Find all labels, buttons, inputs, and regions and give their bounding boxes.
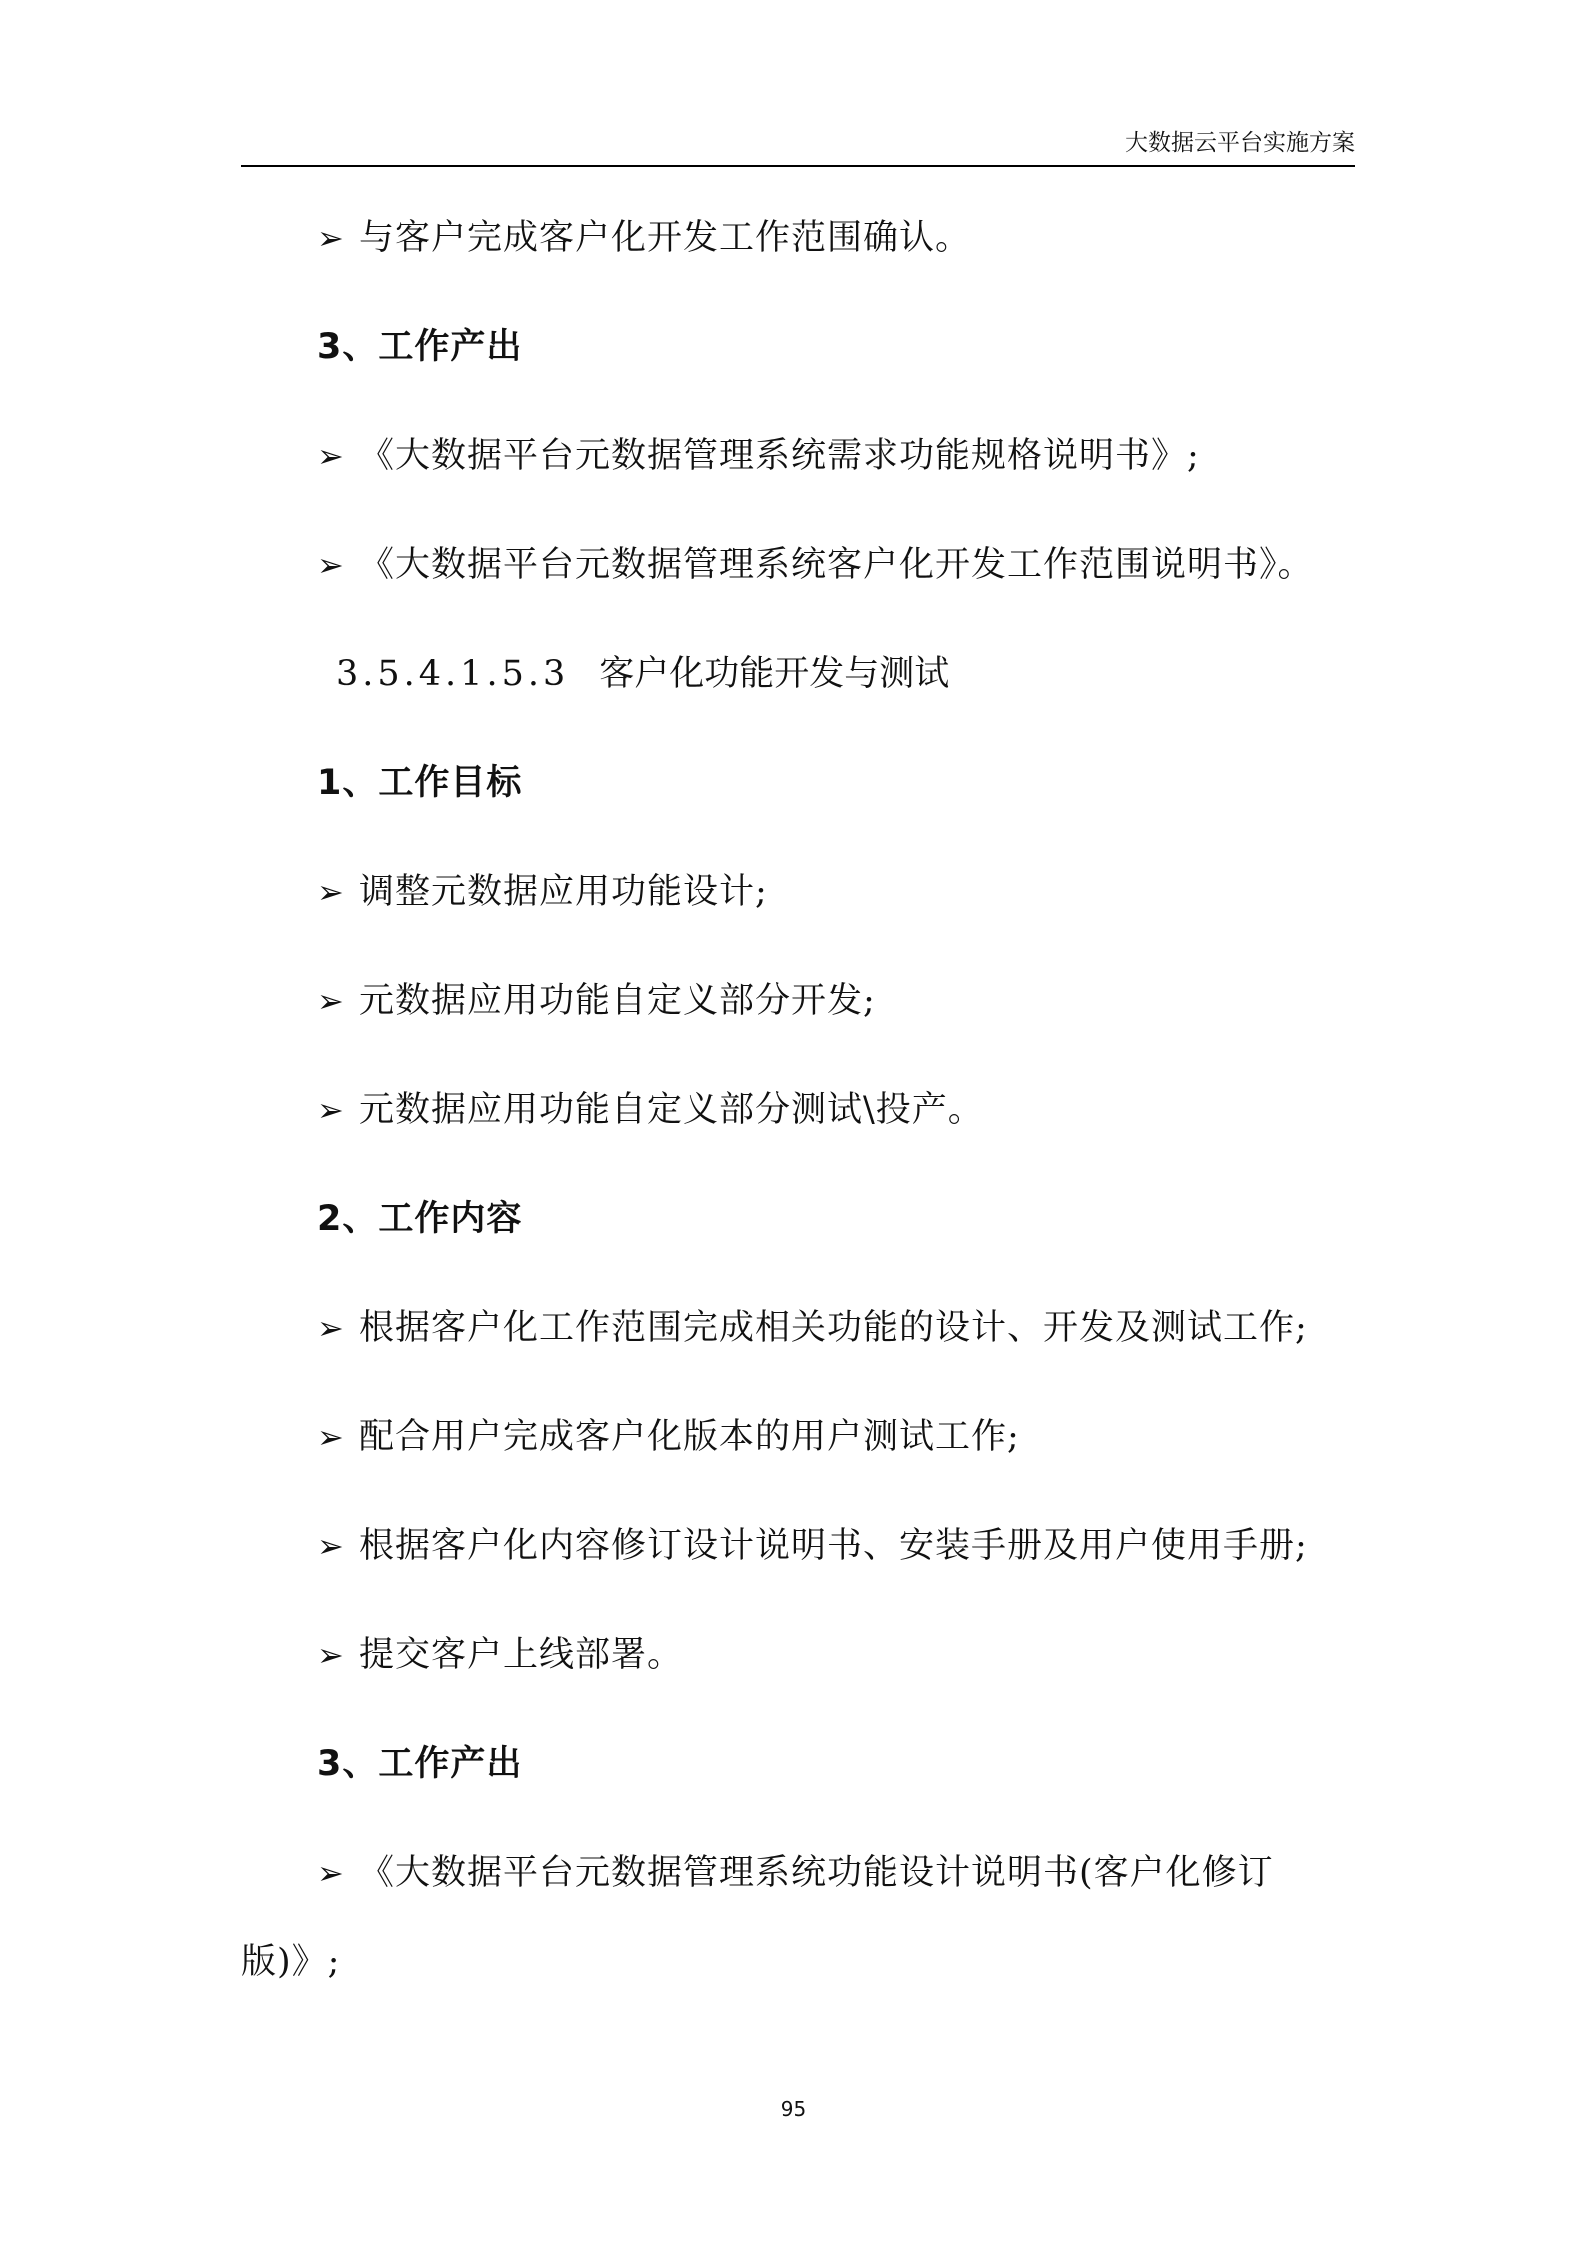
bullet-item-scope-doc: [317, 543, 1314, 587]
wrapped-line-continuation: 版)》;: [241, 1942, 341, 1982]
bullet-text: 根据客户化工作范围完成相关功能的设计、开发及测试工作;: [359, 1308, 1308, 1348]
heading-text: 、工作产出: [342, 1743, 523, 1784]
goal-item: [317, 979, 876, 1023]
goal-item: [317, 1088, 984, 1132]
arrow-bullet-icon: ➢: [317, 437, 345, 475]
content-item: [317, 1306, 1308, 1350]
arrow-bullet-icon: ➢: [317, 1309, 345, 1347]
arrow-bullet-icon: ➢: [317, 1636, 345, 1674]
heading-work-output-2: [317, 1742, 522, 1786]
header-divider: [241, 165, 1355, 167]
arrow-bullet-icon: ➢: [317, 219, 345, 257]
bullet-text: 根据客户化内容修订设计说明书、安装手册及用户使用手册;: [359, 1526, 1308, 1566]
arrow-bullet-icon: ➢: [317, 546, 345, 584]
heading-text: 、工作目标: [342, 762, 523, 803]
heading-number: 1: [317, 763, 343, 803]
section-title: 客户化功能开发与测试: [599, 654, 950, 694]
heading-work-content: [317, 1197, 522, 1241]
header-title: 大数据云平台实施方案: [1125, 130, 1355, 156]
content-item: [317, 1524, 1308, 1568]
bullet-text: 提交客户上线部署。: [359, 1635, 684, 1675]
bullet-text: 元数据应用功能自定义部分测试\投产。: [359, 1090, 984, 1130]
bullet-text: 与客户完成客户化开发工作范围确认。: [359, 218, 972, 258]
bullet-text: 配合用户完成客户化版本的用户测试工作;: [359, 1417, 1020, 1457]
bullet-item-design-doc: [317, 1851, 1274, 1895]
heading-number: 3: [317, 1744, 343, 1784]
bullet-text: 调整元数据应用功能设计;: [359, 872, 768, 912]
heading-text: 、工作内容: [342, 1198, 523, 1239]
heading-number: 3: [317, 327, 343, 367]
goal-item: [317, 870, 768, 914]
arrow-bullet-icon: ➢: [317, 1854, 345, 1892]
content-item: [317, 1415, 1020, 1459]
arrow-bullet-icon: ➢: [317, 1091, 345, 1129]
content-item: [317, 1633, 683, 1677]
heading-work-goal: [317, 761, 522, 805]
bullet-text: 《大数据平台元数据管理系统需求功能规格说明书》;: [359, 436, 1200, 476]
bullet-text: 《大数据平台元数据管理系统功能设计说明书(客户化修订: [359, 1853, 1274, 1893]
heading-work-output-1: [317, 325, 522, 369]
bullet-text: 《大数据平台元数据管理系统客户化开发工作范围说明书》。: [359, 545, 1314, 585]
heading-number: 2: [317, 1199, 343, 1239]
arrow-bullet-icon: ➢: [317, 1418, 345, 1456]
section-heading: [336, 652, 949, 696]
arrow-bullet-icon: ➢: [317, 1527, 345, 1565]
section-number: 3.5.4.1.5.3: [336, 654, 570, 694]
bullet-item-scope-confirm: [317, 216, 971, 260]
heading-text: 、工作产出: [342, 326, 523, 367]
arrow-bullet-icon: ➢: [317, 873, 345, 911]
bullet-text: 元数据应用功能自定义部分开发;: [359, 981, 876, 1021]
arrow-bullet-icon: ➢: [317, 982, 345, 1020]
bullet-item-spec-doc: [317, 434, 1200, 478]
page-number: 95: [780, 2097, 807, 2121]
